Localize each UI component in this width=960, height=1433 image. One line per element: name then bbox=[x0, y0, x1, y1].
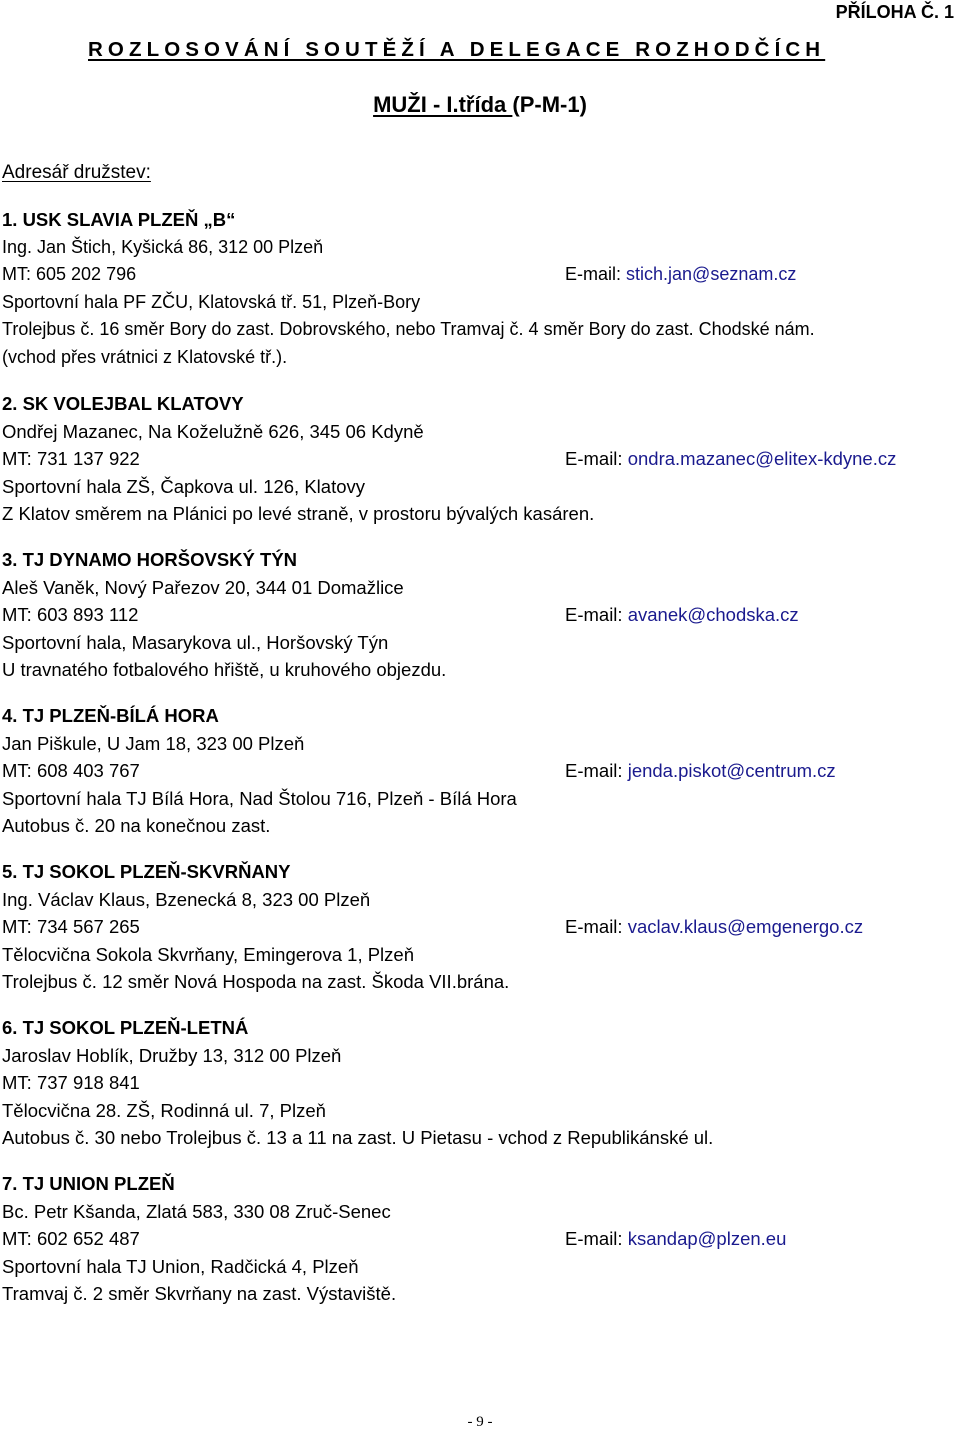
team-email-link[interactable]: ksandap@plzen.eu bbox=[627, 1228, 787, 1250]
team-directions: U travnatého fotbalového hřiště, u kruhového objezdu. bbox=[2, 659, 447, 681]
team-email-link[interactable]: jenda.piskot@centrum.cz bbox=[627, 760, 836, 782]
team-entry bbox=[2, 390, 958, 528]
team-phone: MT: 603 893 112 bbox=[2, 604, 139, 626]
team-directions: Autobus č. 30 nebo Trolejbus č. 13 a 11 na zast. U Pietasu - vchod z Republikánské ul. bbox=[2, 1127, 714, 1149]
appendix-label: PŘÍLOHA Č. 1 bbox=[835, 2, 954, 22]
team-phone-row bbox=[2, 1069, 958, 1097]
email-label: E-mail: bbox=[565, 916, 628, 938]
team-directions: Z Klatov směrem na Plánici po levé straně, v prostoru bývalých kasáren. bbox=[2, 503, 595, 525]
team-entry bbox=[2, 1170, 958, 1308]
team-name: 2. SK VOLEJBAL KLATOVY bbox=[2, 393, 244, 414]
team-email-link[interactable]: ondra.mazanec@elitex-kdyne.cz bbox=[627, 448, 897, 470]
team-venue: Sportovní hala TJ Union, Radčická 4, Plzeň bbox=[2, 1255, 359, 1277]
directory-heading: Adresář družstev: bbox=[2, 162, 151, 183]
team-name: 1. USK SLAVIA PLZEŇ „B“ bbox=[2, 209, 236, 230]
team-phone-row bbox=[2, 445, 958, 473]
team-contact: Aleš Vaněk, Nový Pařezov 20, 344 01 Domažlice bbox=[2, 576, 404, 598]
team-phone-row bbox=[2, 601, 958, 629]
team-name: 7. TJ UNION PLZEŇ bbox=[2, 1173, 175, 1194]
team-directions: (vchod přes vrátnici z Klatovské tř.). bbox=[2, 346, 288, 367]
team-name: 6. TJ SOKOL PLZEŇ-LETNÁ bbox=[2, 1017, 249, 1038]
document-title: ROZLOSOVÁNÍ SOUTĚŽÍ A DELEGACE ROZHODČÍCH bbox=[88, 38, 826, 61]
team-phone: MT: 602 652 487 bbox=[2, 1228, 140, 1250]
email-label: E-mail: bbox=[565, 760, 628, 782]
team-phone-row bbox=[2, 1225, 958, 1253]
team-venue: Sportovní hala ZŠ, Čapkova ul. 126, Klatovy bbox=[2, 475, 366, 497]
team-contact: Ing. Václav Klaus, Bzenecká 8, 323 00 Plzeň bbox=[2, 888, 371, 910]
team-venue: Sportovní hala, Masarykova ul., Horšovský Týn bbox=[2, 631, 389, 653]
team-phone: MT: 731 137 922 bbox=[2, 448, 140, 470]
category-code: (P-M-1) bbox=[512, 92, 587, 117]
team-email-row bbox=[565, 601, 799, 629]
team-phone: MT: 734 567 265 bbox=[2, 916, 140, 938]
team-email-link[interactable]: stich.jan@seznam.cz bbox=[626, 264, 797, 285]
category-subtitle bbox=[0, 92, 960, 118]
category-name: MUŽI - I.třída bbox=[373, 92, 513, 117]
team-phone: MT: 605 202 796 bbox=[2, 264, 137, 285]
team-email-row bbox=[565, 913, 863, 941]
email-label: E-mail: bbox=[565, 604, 628, 626]
team-contact: Jaroslav Hoblík, Družby 13, 312 00 Plzeň bbox=[2, 1044, 342, 1066]
team-entry bbox=[2, 206, 958, 372]
team-email-row bbox=[565, 1225, 786, 1253]
team-directions: Trolejbus č. 12 směr Nová Hospoda na zast. Škoda VII.brána. bbox=[2, 971, 510, 993]
team-phone-row bbox=[2, 913, 958, 941]
team-email-link[interactable]: vaclav.klaus@emgenergo.cz bbox=[627, 916, 864, 938]
email-label: E-mail: bbox=[565, 1228, 628, 1250]
team-phone-row bbox=[2, 757, 958, 785]
email-label: E-mail: bbox=[565, 264, 627, 285]
team-contact: Ing. Jan Štich, Kyšická 86, 312 00 Plzeň bbox=[2, 236, 324, 257]
team-directions: Trolejbus č. 16 směr Bory do zast. Dobrovského, nebo Tramvaj č. 4 směr Bory do zast. Chodské nám. bbox=[2, 319, 815, 340]
team-venue: Tělocvična 28. ZŠ, Rodinná ul. 7, Plzeň bbox=[2, 1099, 326, 1121]
team-directions: Tramvaj č. 2 směr Skvrňany na zast. Výstaviště. bbox=[2, 1283, 397, 1305]
team-directions: Autobus č. 20 na konečnou zast. bbox=[2, 815, 271, 837]
team-venue: Sportovní hala PF ZČU, Klatovská tř. 51, Plzeň-Bory bbox=[2, 291, 421, 312]
team-venue: Tělocvična Sokola Skvrňany, Emingerova 1, Plzeň bbox=[2, 943, 414, 965]
team-name: 3. TJ DYNAMO HORŠOVSKÝ TÝN bbox=[2, 549, 298, 570]
team-phone-row bbox=[2, 261, 958, 289]
team-entry bbox=[2, 546, 958, 684]
team-entry bbox=[2, 702, 958, 840]
email-label: E-mail: bbox=[565, 448, 628, 470]
team-email-link[interactable]: avanek@chodska.cz bbox=[627, 604, 799, 626]
team-name: 4. TJ PLZEŇ-BÍLÁ HORA bbox=[2, 705, 219, 726]
team-email-row bbox=[565, 261, 796, 289]
team-phone: MT: 608 403 767 bbox=[2, 760, 140, 782]
team-phone: MT: 737 918 841 bbox=[2, 1072, 140, 1094]
team-contact: Bc. Petr Kšanda, Zlatá 583, 330 08 Zruč-Senec bbox=[2, 1200, 391, 1222]
team-email-row bbox=[565, 757, 836, 785]
team-entry bbox=[2, 1014, 958, 1152]
team-contact: Ondřej Mazanec, Na Koželužně 626, 345 06 Kdyně bbox=[2, 420, 424, 442]
team-email-row bbox=[565, 445, 896, 473]
team-entry bbox=[2, 858, 958, 996]
team-contact: Jan Piškule, U Jam 18, 323 00 Plzeň bbox=[2, 732, 305, 754]
page-number: - 9 - bbox=[467, 1414, 493, 1430]
team-venue: Sportovní hala TJ Bílá Hora, Nad Štolou 716, Plzeň - Bílá Hora bbox=[2, 787, 517, 809]
team-name: 5. TJ SOKOL PLZEŇ-SKVRŇANY bbox=[2, 861, 291, 882]
